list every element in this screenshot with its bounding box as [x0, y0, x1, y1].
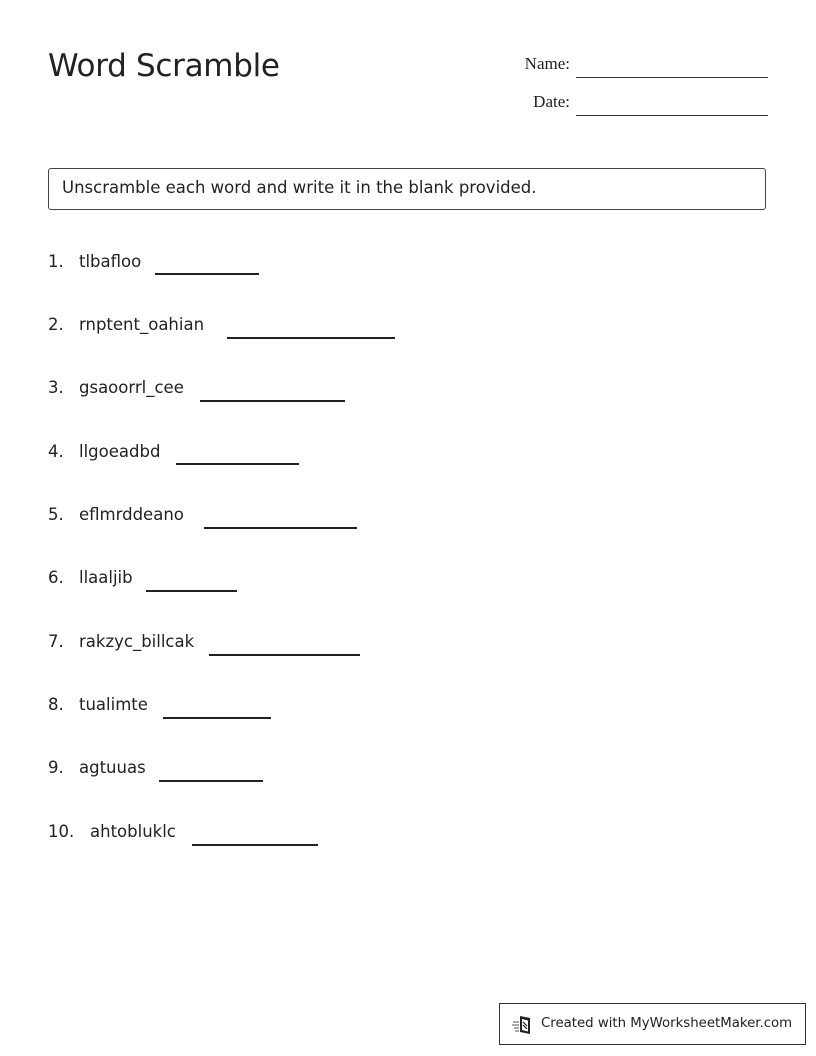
scrambled-word: llaaljib [79, 568, 133, 587]
worksheet-maker-logo-icon [512, 1014, 534, 1036]
item-number: 7. [48, 632, 64, 651]
answer-blank[interactable] [200, 400, 345, 402]
item-number: 10. [48, 822, 75, 841]
date-field-row [500, 92, 768, 122]
scrambled-word: rnptent_oahian [79, 315, 205, 334]
name-field-row [500, 54, 768, 84]
scrambled-word: tlbafloo [79, 252, 142, 271]
scrambled-word: rakzyc_billcak [79, 632, 195, 651]
item-number: 2. [48, 315, 64, 334]
item-number: 6. [48, 568, 64, 587]
item-number: 8. [48, 695, 64, 714]
scrambled-word: agtuuas [79, 758, 146, 777]
name-blank[interactable] [576, 77, 768, 78]
page-title: Word Scramble [48, 48, 280, 84]
instructions-box [48, 168, 766, 210]
answer-blank[interactable] [209, 654, 360, 656]
item-number: 9. [48, 758, 64, 777]
answer-blank[interactable] [155, 273, 259, 275]
answer-blank[interactable] [227, 337, 395, 339]
scrambled-word: tualimte [79, 695, 148, 714]
answer-blank[interactable] [192, 844, 318, 846]
item-number: 1. [48, 252, 64, 271]
answer-blank[interactable] [163, 717, 271, 719]
scrambled-word: llgoeadbd [79, 442, 161, 461]
item-number: 3. [48, 378, 64, 397]
item-number: 4. [48, 442, 64, 461]
name-label: Name: [524, 54, 570, 73]
answer-blank[interactable] [204, 527, 357, 529]
footer-text: Created with MyWorksheetMaker.com [541, 1016, 793, 1031]
item-number: 5. [48, 505, 64, 524]
scrambled-word: gsaoorrl_cee [79, 378, 184, 397]
footer-credit[interactable] [499, 1003, 806, 1045]
date-label: Date: [533, 92, 570, 111]
date-blank[interactable] [576, 115, 768, 116]
scrambled-word: eflmrddeano [79, 505, 184, 524]
instructions-text: Unscramble each word and write it in the blank provided. [62, 178, 537, 197]
answer-blank[interactable] [159, 780, 263, 782]
answer-blank[interactable] [146, 590, 237, 592]
scrambled-word: ahtobluklc [90, 822, 176, 841]
answer-blank[interactable] [176, 463, 299, 465]
